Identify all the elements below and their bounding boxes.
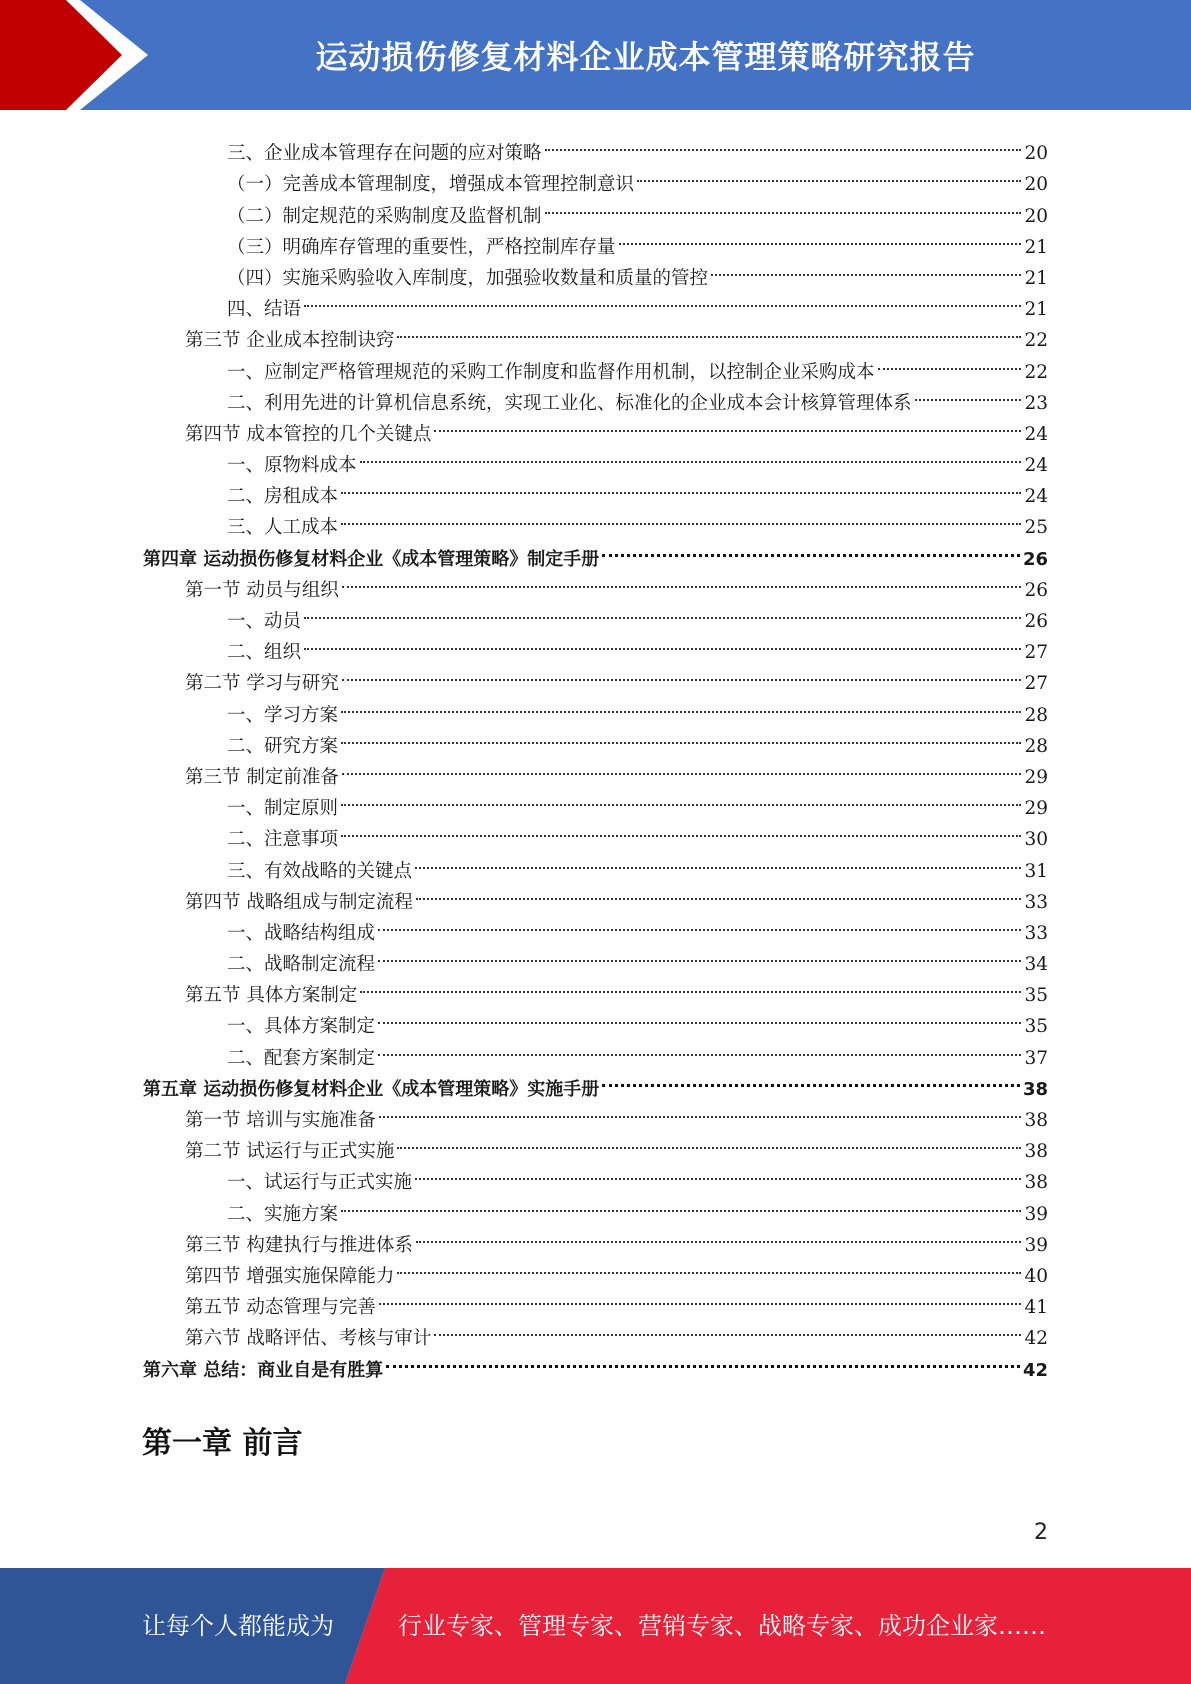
toc-entry-page: 24: [1024, 423, 1048, 445]
toc-dot-leader: [378, 1032, 1021, 1063]
toc-dot-leader: [341, 689, 1021, 720]
toc-dot-leader: [378, 939, 1021, 970]
toc-entry-label: 一、学习方案: [227, 704, 339, 726]
toc-dot-leader: [341, 471, 1021, 502]
toc-entry-page: 21: [1024, 236, 1048, 258]
toc-entry-label: 一、应制定严格管理规范的采购工作制度和监督作用机制，以控制企业采购成本: [227, 361, 875, 383]
toc-entry-page: 37: [1024, 1047, 1048, 1069]
toc-dot-leader: [378, 908, 1021, 939]
toc-entry-page: 29: [1024, 798, 1048, 820]
toc-entry-label: 一、战略结构组成: [227, 922, 376, 944]
toc-entry-page: 21: [1024, 299, 1048, 321]
toc-entry-page: 33: [1024, 891, 1048, 913]
toc-entry-page: 29: [1024, 766, 1048, 788]
toc-dot-leader: [304, 596, 1021, 627]
toc-entry-page: 27: [1024, 642, 1048, 664]
toc-dot-leader: [602, 533, 1020, 564]
toc-dot-leader: [416, 1220, 1022, 1251]
toc-entry-page: 28: [1024, 704, 1048, 726]
toc-entry-page: 24: [1024, 486, 1048, 508]
toc-entry-page: 31: [1024, 860, 1048, 882]
document-title: 运动损伤修复材料企业成本管理策略研究报告: [315, 38, 976, 76]
toc-entry-page: 30: [1024, 829, 1048, 851]
toc-entry-label: 第一节 动员与组织: [185, 579, 339, 601]
toc-entry-subsection[interactable]: [143, 128, 1048, 165]
toc-dot-leader: [434, 1313, 1021, 1344]
toc-entry-label: 二、战略制定流程: [227, 954, 376, 976]
toc-entry-label: 二、房租成本: [227, 486, 339, 508]
footer-roles: 行业专家、管理专家、营销专家、战略专家、成功企业家……: [398, 1612, 1046, 1640]
toc-entry-page: 26: [1022, 548, 1048, 570]
toc-entry-page: 20: [1024, 205, 1048, 227]
toc-dot-leader: [397, 1126, 1021, 1157]
toc-entry-page: 38: [1024, 1172, 1048, 1194]
toc-dot-leader: [545, 190, 1022, 221]
toc-entry-label: 三、企业成本管理存在问题的应对策略: [227, 143, 542, 165]
toc-dot-leader: [341, 502, 1021, 533]
chevron-arrow-icon: [0, 0, 170, 110]
toc-entry-page: 33: [1024, 922, 1048, 944]
toc-entry-label: 第五节 动态管理与完善: [185, 1297, 376, 1319]
toc-entry-label: 三、有效战略的关键点: [227, 860, 413, 882]
toc-dot-leader: [602, 1064, 1020, 1095]
toc-entry-label: 第四节 增强实施保障能力: [185, 1265, 395, 1287]
toc-entry-page: 39: [1024, 1203, 1048, 1225]
toc-dot-leader: [415, 1157, 1021, 1188]
toc-dot-leader: [379, 1282, 1022, 1313]
toc-entry-label: 一、动员: [227, 611, 302, 632]
toc-dot-leader: [711, 253, 1021, 284]
toc-entry-page: 20: [1024, 174, 1048, 196]
toc-dot-leader: [416, 877, 1022, 908]
toc-dot-leader: [360, 440, 1022, 471]
toc-dot-leader: [415, 845, 1021, 876]
toc-entry-label: 第六节 战略评估、考核与审计: [185, 1328, 432, 1350]
toc-entry-page: 35: [1024, 1016, 1048, 1038]
toc-dot-leader: [434, 409, 1021, 440]
toc-entry-page: 40: [1024, 1265, 1048, 1287]
toc-entry-label: 二、注意事项: [227, 829, 339, 851]
toc-entry-label: 一、具体方案制定: [227, 1016, 376, 1038]
footer-slogan: 让每个人都能成为: [142, 1612, 334, 1640]
toc-dot-leader: [341, 721, 1021, 752]
toc-entry-page: 26: [1024, 611, 1048, 632]
toc-entry-page: 23: [1024, 392, 1048, 414]
toc-entry-label: 第三节 制定前准备: [185, 766, 339, 788]
toc-entry-page: 22: [1024, 361, 1048, 383]
toc-entry-page: 41: [1024, 1297, 1048, 1319]
toc-dot-leader: [379, 1095, 1022, 1126]
toc-entry-label: 二、研究方案: [227, 735, 339, 757]
toc-entry-page: 38: [1024, 1110, 1048, 1131]
toc-entry-page: 25: [1024, 517, 1048, 539]
toc-entry-label: 一、试运行与正式实施: [227, 1172, 413, 1194]
toc-entry-page: 42: [1024, 1328, 1048, 1350]
toc-entry-page: 38: [1024, 1141, 1048, 1163]
toc-dot-leader: [342, 658, 1022, 689]
toc-entry-label: 第四节 成本管控的几个关键点: [185, 423, 432, 445]
toc-entry-label: 二、组织: [227, 642, 302, 664]
toc-entry-label: 一、制定原则: [227, 798, 339, 820]
toc-dot-leader: [545, 128, 1022, 159]
toc-entry-label: 二、配套方案制定: [227, 1047, 376, 1069]
page-footer: [0, 1568, 1191, 1684]
table-of-contents: [143, 128, 1048, 1381]
toc-entry-label: 第一节 培训与实施准备: [185, 1110, 376, 1131]
toc-entry-label: （二）制定规范的采购制度及监督机制: [227, 205, 542, 227]
toc-dot-leader: [341, 814, 1021, 845]
toc-entry-label: 第五章 运动损伤修复材料企业《成本管理策略》实施手册: [143, 1078, 600, 1100]
toc-entry-label: 三、人工成本: [227, 517, 339, 539]
toc-entry-page: 42: [1022, 1359, 1048, 1381]
toc-entry-page: 27: [1024, 673, 1048, 695]
toc-entry-page: 24: [1024, 455, 1048, 477]
toc-dot-leader: [397, 315, 1021, 346]
toc-entry-label: 第四节 战略组成与制定流程: [185, 891, 413, 913]
toc-entry-page: 38: [1022, 1078, 1048, 1100]
toc-entry-page: 28: [1024, 735, 1048, 757]
page-header: [0, 0, 1191, 110]
toc-entry-label: 第三节 构建执行与推进体系: [185, 1234, 413, 1256]
toc-entry-page: 26: [1024, 579, 1048, 601]
toc-entry-page: 20: [1024, 143, 1048, 165]
toc-dot-leader: [878, 346, 1022, 377]
toc-dot-leader: [378, 1001, 1021, 1032]
toc-dot-leader: [342, 752, 1022, 783]
toc-entry-label: 四、结语: [227, 299, 302, 321]
toc-dot-leader: [304, 627, 1021, 658]
toc-dot-leader: [304, 284, 1021, 315]
toc-entry-page: 34: [1024, 954, 1048, 976]
toc-entry-page: 39: [1024, 1234, 1048, 1256]
toc-dot-leader: [341, 783, 1021, 814]
toc-entry-label: 二、利用先进的计算机信息系统，实现工业化、标准化的企业成本会计核算管理体系: [227, 392, 912, 414]
toc-entry-label: （四）实施采购验收入库制度，加强验收数量和质量的管控: [227, 267, 709, 289]
chapter-heading: 第一章 前言: [142, 1426, 303, 1461]
toc-dot-leader: [397, 1251, 1021, 1282]
toc-entry-label: 第二节 学习与研究: [185, 673, 339, 695]
toc-entry-label: 第三节 企业成本控制诀窍: [185, 330, 395, 352]
toc-entry-label: 二、实施方案: [227, 1203, 339, 1225]
toc-entry-label: （一）完善成本管理制度，增强成本管理控制意识: [227, 174, 635, 196]
toc-dot-leader: [386, 1344, 1020, 1375]
toc-dot-leader: [637, 159, 1021, 190]
toc-entry-label: 第四章 运动损伤修复材料企业《成本管理策略》制定手册: [143, 548, 600, 570]
toc-entry-label: 一、原物料成本: [227, 455, 357, 477]
toc-dot-leader: [360, 970, 1021, 1001]
toc-dot-leader: [341, 1188, 1021, 1219]
toc-entry-label: 第五节 具体方案制定: [185, 985, 358, 1007]
toc-entry-page: 21: [1024, 267, 1048, 289]
page-number: 2: [1034, 1520, 1048, 1545]
toc-dot-leader: [342, 565, 1022, 596]
toc-entry-label: （三）明确库存管理的重要性，严格控制库存量: [227, 236, 616, 258]
toc-entry-page: 35: [1024, 985, 1048, 1007]
toc-dot-leader: [915, 378, 1022, 409]
toc-entry-page: 22: [1024, 330, 1048, 352]
toc-entry-label: 第六章 总结：商业自是有胜算: [143, 1359, 384, 1381]
toc-entry-label: 第二节 试运行与正式实施: [185, 1141, 395, 1163]
toc-dot-leader: [619, 222, 1022, 253]
